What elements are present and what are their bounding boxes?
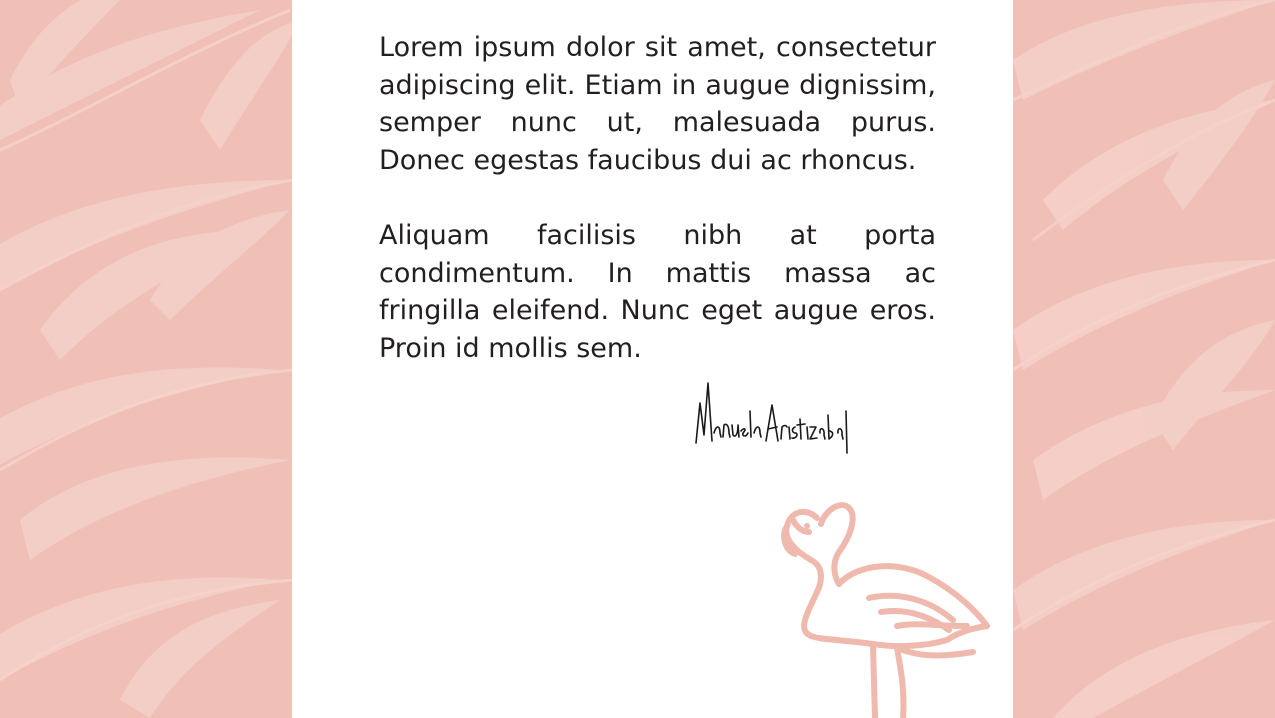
paragraph-1: Lorem ipsum dolor sit amet, consectetur adipiscing elit. Etiam in augue dignissim, semper nunc ut, malesuada purus. Donec egestas faucibus dui ac rhoncus. bbox=[379, 32, 936, 176]
flamingo-eye bbox=[804, 523, 810, 529]
body-text bbox=[379, 29, 936, 405]
palm-leaf-pattern-right bbox=[1013, 0, 1275, 718]
flamingo-icon bbox=[777, 480, 997, 718]
left-leaf-panel bbox=[0, 0, 292, 718]
signature-icon bbox=[692, 375, 852, 463]
paragraph-2: Aliquam facilisis nibh at porta condimentum. In mattis massa ac fringilla eleifend. Nunc eget augue eros. Proin id mollis sem. bbox=[379, 220, 936, 364]
right-leaf-panel bbox=[1013, 0, 1275, 718]
content-sheet bbox=[292, 0, 1013, 718]
palm-leaf-pattern-left bbox=[0, 0, 292, 718]
